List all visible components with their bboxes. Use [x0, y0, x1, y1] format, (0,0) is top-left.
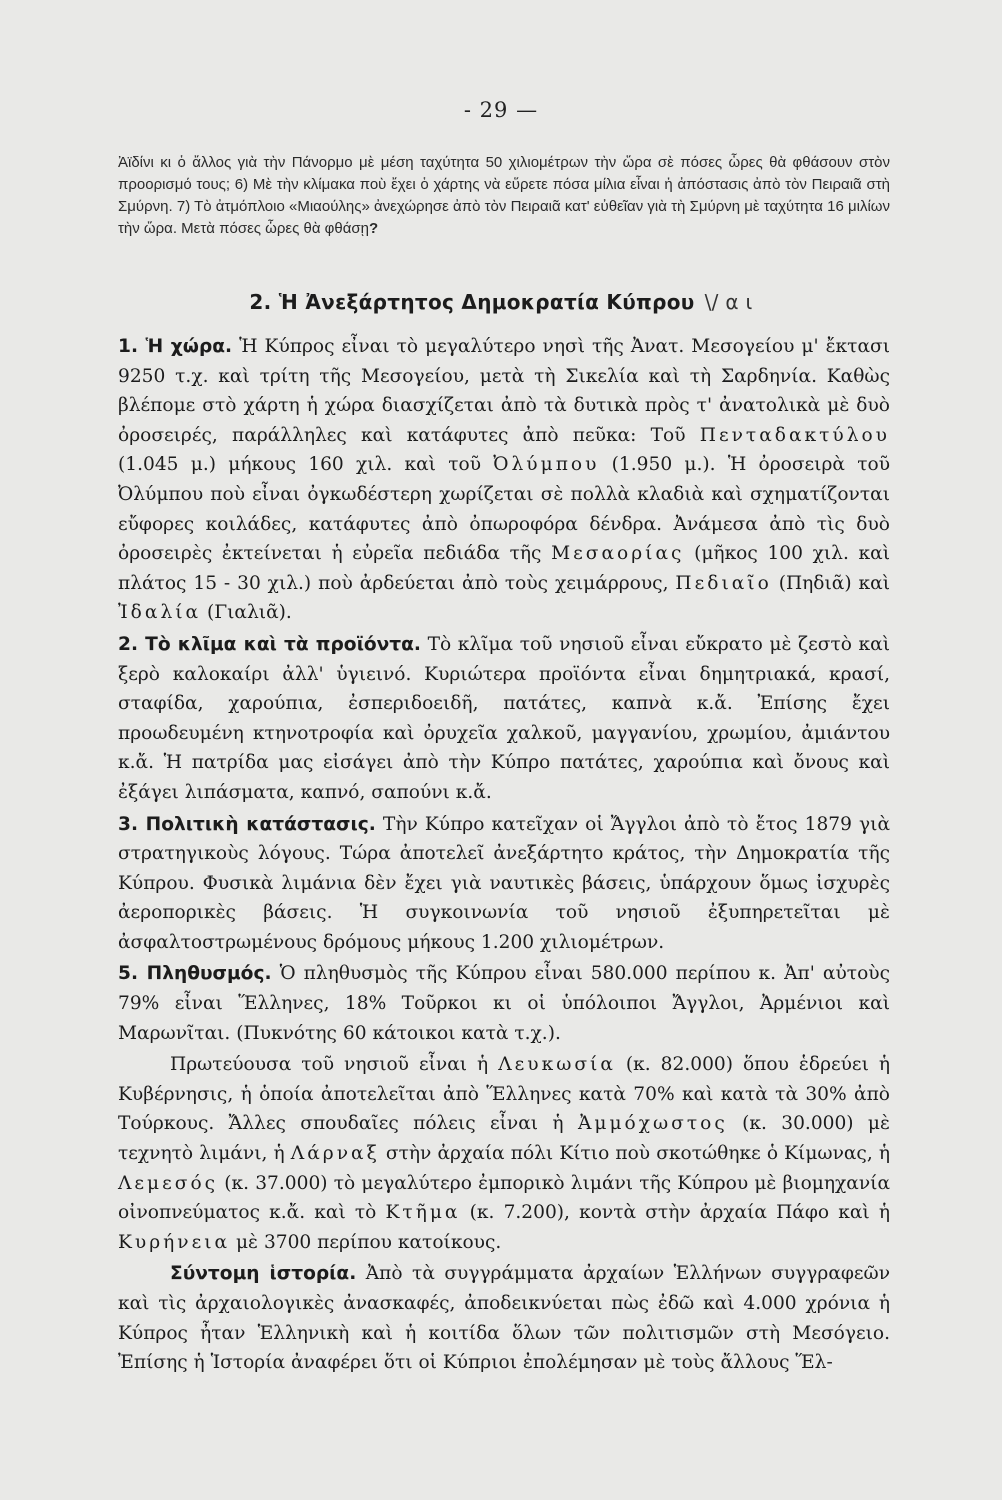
pen-mark: ?: [369, 220, 379, 237]
paragraph-climate: [118, 630, 890, 808]
spaced-term: Ἀμμόχωστος: [577, 1113, 728, 1135]
text-run: Ἀπὸ τὰ συγγράμματα ἀρχαίων Ἑλλήνων συγγραφεῶν καὶ τὶς ἀρχαιολογικὲς ἀνασκαφές, ἀποδεικνύεται πὼς ἐδῶ καὶ 4.000 χρόνια ἡ Κύπρος ἦταν Ἑλληνικὴ καὶ ἡ κοιτίδα ὅλων τῶν πολιτισμῶν στὴ Μεσόγειο. Ἐπίσης ἡ Ἱστορία ἀναφέρει ὅτι οἱ Κύπριοι ἐπολέμησαν μὲ τοὺς ἄλλους Ἕλ-: [118, 1263, 890, 1374]
text-run: (μῆκος 100 χιλ. καὶ πλάτος 15 - 30 χιλ.) ποὺ ἀρδεύεται ἀπὸ τοὺς χειμάρρους,: [118, 543, 890, 594]
spaced-term: Μεσαορίας: [551, 543, 685, 565]
text-run: (1.045 μ.) μήκους 160 χιλ. καὶ τοῦ: [118, 454, 494, 476]
subheading-history: Σύντομη ἱστορία.: [170, 1263, 357, 1285]
spaced-term: Λεμεσός: [118, 1172, 219, 1194]
section-title-text: 2. Ἡ Ἀνεξάρτητος Δημοκρατία Κύπρου: [249, 290, 695, 314]
text-run: Ἡ Κύπρος εἶναι τὸ μεγαλύτερο νησὶ τῆς Ἀνατ. Μεσογείου μ' ἔκτασι 9250 τ.χ. καὶ τρίτη τῆς Μεσογείου, μετὰ τὴ Σικελία καὶ τὴ Σαρδηνία. Καθὼς βλέπομε στὸ χάρτη ἡ χώρα διασχίζεται ἀπὸ τὰ δυτικὰ πρὸς τ' ἀνατολικὰ μὲ δυὸ ὀροσειρές, παράλληλες καὶ κατάφυτες ἀπὸ πεῦκα: Τοῦ: [118, 336, 890, 446]
text-run: (Γιαλιᾶ).: [201, 602, 292, 624]
spaced-term: Κυρήνεια: [118, 1231, 231, 1253]
handwritten-note: \/ α ι: [704, 290, 753, 314]
paragraph-history: [118, 1259, 890, 1377]
spaced-term: Κτῆμα: [385, 1202, 461, 1224]
paragraph-cities: [118, 1050, 890, 1257]
paragraph-land: [118, 332, 890, 628]
spaced-term: Πεδιαῖο: [675, 572, 772, 594]
paragraph-population: [118, 959, 890, 1048]
text-run: (Πηδιᾶ) καὶ: [771, 572, 890, 594]
text-run: μὲ 3700 περίπου κατοίκους.: [230, 1231, 502, 1253]
spaced-term: Λευκωσία: [498, 1054, 616, 1076]
subheading-climate: 2. Τὸ κλῖμα καὶ τὰ προϊόντα.: [118, 633, 421, 655]
text-run: (1.950 μ.). Ἡ ὀροσειρὰ τοῦ Ὀλύμπου ποὺ εἶναι ὀγκωδέστερη χωρίζεται σὲ πολλὰ κλαδιὰ καὶ σχηματίζονται εὔφορες κοιλάδες, κατάφυτες ἀπὸ ὀπωροφόρα δένδρα. Ἀνάμεσα ἀπὸ τὶς δυὸ ὀροσειρὲς ἐκτείνεται ἡ εὐρεῖα πεδιάδα τῆς: [118, 454, 890, 565]
spaced-term: Ἰδαλία: [118, 602, 202, 624]
text-run: (κ. 37.000) τὸ μεγαλύτερο ἐμπορικὸ λιμάνι τῆς Κύπρου μὲ βιομηχανία οἰνοπνεύματος κ.ἄ. καὶ τὸ: [118, 1172, 890, 1224]
text-run: (κ. 82.000) ὅπου ἑδρεύει ἡ Κυβέρνησις, ἡ ὁποία ἀποτελεῖται ἀπὸ Ἕλληνες κατὰ 70% καὶ κατὰ τὰ 30% ἀπὸ Τούρκους. Ἄλλες σπουδαῖες πόλεις εἶναι ἡ: [118, 1054, 890, 1135]
text-run: (κ. 30.000) μὲ τεχνητὸ λιμάνι, ἡ: [118, 1113, 890, 1165]
subheading-land: 1. Ἡ χώρα.: [118, 336, 233, 357]
text-run: Τὴν Κύπρο κατεῖχαν οἱ Ἄγγλοι ἀπὸ τὸ ἔτος 1879 γιὰ στρατηγικοὺς λόγους. Τώρα ἀποτελεῖ ἀνεξάρτητο κράτος, τὴν Δημοκρατία τῆς Κύπρου. Φυσικὰ λιμάνια δὲν ἔχει γιὰ ναυτικὲς βάσεις, ὑπάρχουν ὅμως ἰσχυρὲς ἀεροπορικὲς βάσεις. Ἡ συγκοινωνία τοῦ νησιοῦ ἐξυπηρετεῖται μὲ ἀσφαλτοστρωμένους δρόμους μήκους 1.200 χιλιομέτρων.: [118, 813, 890, 953]
text-run: (κ. 7.200), κοντὰ στὴν ἀρχαία Πάφο καὶ ἡ: [460, 1202, 890, 1224]
spaced-term: Λάρναξ: [290, 1143, 380, 1165]
spaced-term: Πενταδακτύλου: [699, 424, 890, 446]
text-run: Πρωτεύουσα τοῦ νησιοῦ εἶναι ἡ: [170, 1054, 499, 1076]
body-text: [118, 332, 890, 1378]
paragraph-politics: [118, 810, 890, 958]
page-number: - 29 —: [463, 98, 539, 122]
spaced-term: Ὀλύμπου: [493, 454, 600, 476]
text-run: στὴν ἀρχαία πόλι Κίτιο ποὺ σκοτώθηκε ὁ Κίμωνας, ἡ: [379, 1143, 890, 1165]
subheading-population: 5. Πληθυσμός.: [118, 963, 272, 985]
exercise-text: Ἀϊδίνι κι ὁ ἄλλος γιὰ τὴν Πάνορμο μὲ μέση ταχύτητα 50 χιλιομέτρων τὴν ὥρα σὲ πόσες ὧρες θὰ φθάσουν στὸν προορισμό τους; 6) Μὲ τὴν κλίμακα ποὺ ἔχει ὁ χάρτης νὰ εὕρετε πόσα μίλια εἶναι ἡ ἀπόστασις ἀπὸ τὸν Πειραιᾶ στὴ Σμύρνη. 7) Τὸ ἀτμόπλοιο «Μιαούλης» ἀνεχώρησε ἀπὸ τὸν Πειραιᾶ κατ' εὐθεῖαν γιὰ τὴ Σμύρνη μὲ ταχύτητα 16 μιλίων τὴν ὥρα. Μετὰ πόσες ὧρες θὰ φθάσῃ: [118, 154, 890, 237]
subheading-politics: 3. Πολιτικὴ κατάστασις.: [118, 813, 376, 835]
text-run: Ὁ πληθυσμὸς τῆς Κύπρου εἶναι 580.000 περίπου κ. Ἀπ' αὐτοὺς 79% εἶναι Ἕλληνες, 18% Τοῦρκοι κι οἱ ὑπόλοιποι Ἄγγλοι, Ἀρμένιοι καὶ Μαρωνῖται. (Πυκνότης 60 κάτοικοι κατὰ τ.χ.).: [118, 963, 890, 1044]
exercise-paragraph: [118, 152, 890, 240]
section-title: [0, 290, 1002, 314]
text-run: Τὸ κλῖμα τοῦ νησιοῦ εἶναι εὔκρατο μὲ ζεστὸ καὶ ξερὸ καλοκαίρι ἀλλ' ὑγιεινό. Κυριώτερα προϊόντα εἶναι δημητριακά, κρασί, σταφίδα, χαρούπια, ἐσπεριδοειδῆ, πατάτες, καπνὰ κ.ἄ. Ἐπίσης ἔχει προωδευμένη κτηνοτροφία καὶ ὀρυχεῖα χαλκοῦ, μαγγανίου, χρωμίου, ἀμιάντου κ.ἄ. Ἡ πατρίδα μας εἰσάγει ἀπὸ τὴν Κύπρο πατάτες, χαρούπια καὶ ὄνους καὶ ἐξάγει λιπάσματα, καπνό, σαπούνι κ.ἄ.: [118, 633, 890, 803]
